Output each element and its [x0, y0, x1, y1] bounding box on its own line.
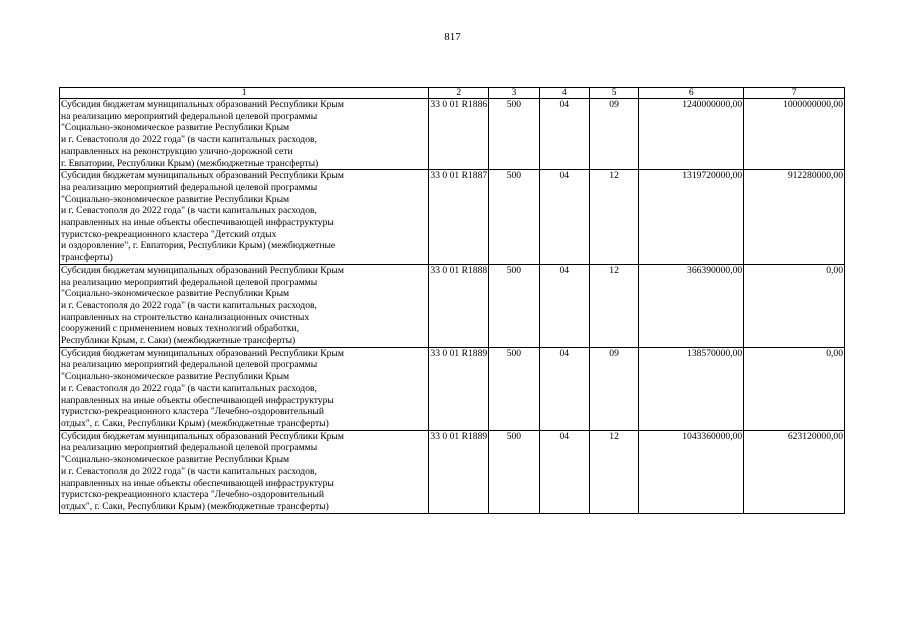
- row-amount-col6: 1319720000,00: [639, 170, 744, 265]
- table-row: [60, 430, 845, 513]
- budget-table: [59, 87, 845, 514]
- table-row: [60, 347, 845, 430]
- row-col4: 04: [539, 347, 589, 430]
- column-header-2: 2: [429, 88, 489, 99]
- row-code: 33 0 01 R1889: [429, 347, 489, 430]
- row-amount-col6: 366390000,00: [639, 264, 744, 347]
- row-amount-col6: 1240000000,00: [639, 99, 744, 170]
- table-row: [60, 264, 845, 347]
- row-col3: 500: [489, 430, 539, 513]
- row-col4: 04: [539, 264, 589, 347]
- row-amount-col7: 912280000,00: [744, 170, 845, 265]
- row-col3: 500: [489, 264, 539, 347]
- row-code: 33 0 01 R1888: [429, 264, 489, 347]
- row-description: Субсидия бюджетам муниципальных образований Республики Крым на реализацию мероприятий федеральной целевой программы "Социально-экономическое развитие Республики Крым и г. Севастополя до 2022 года" (в части капитальных расходов, направленных на строительство канализационных очистных сооружений с применением новых технологий обработки, Республики Крым, г. Саки) (межбюджетные трансферты): [60, 264, 429, 347]
- row-description: Субсидия бюджетам муниципальных образований Республики Крым на реализацию мероприятий федеральной целевой программы "Социально-экономическое развитие Республики Крым и г. Севастополя до 2022 года" (в части капитальных расходов, направленных на иные объекты обеспечивающей инфраструктуры туристско-рекреационного кластера "Детский отдых и оздоровление", г. Евпатория, Республики Крым) (межбюджетные трансферты): [60, 170, 429, 265]
- row-description: Субсидия бюджетам муниципальных образований Республики Крым на реализацию мероприятий федеральной целевой программы "Социально-экономическое развитие Республики Крым и г. Севастополя до 2022 года" (в части капитальных расходов, направленных на реконструкцию улично-дорожной сети г. Евпатории, Республики Крым) (межбюджетные трансферты): [60, 99, 429, 170]
- table-row: [60, 99, 845, 170]
- row-code: 33 0 01 R1886: [429, 99, 489, 170]
- row-col5: 09: [589, 99, 638, 170]
- row-amount-col7: 623120000,00: [744, 430, 845, 513]
- row-col4: 04: [539, 99, 589, 170]
- row-col5: 12: [589, 430, 638, 513]
- column-header-7: 7: [744, 88, 845, 99]
- row-col5: 12: [589, 170, 638, 265]
- header-row: [60, 88, 845, 99]
- row-amount-col6: 1043360000,00: [639, 430, 744, 513]
- row-col5: 12: [589, 264, 638, 347]
- row-description: Субсидия бюджетам муниципальных образований Республики Крым на реализацию мероприятий федеральной целевой программы "Социально-экономическое развитие Республики Крым и г. Севастополя до 2022 года" (в части капитальных расходов, направленных на иные объекты обеспечивающей инфраструктуры туристско-рекреационного кластера "Лечебно-оздоровительный отдых", г. Саки, Республики Крым) (межбюджетные трансферты): [60, 430, 429, 513]
- row-amount-col7: 1000000000,00: [744, 99, 845, 170]
- row-amount-col7: 0,00: [744, 347, 845, 430]
- row-description: Субсидия бюджетам муниципальных образований Республики Крым на реализацию мероприятий федеральной целевой программы "Социально-экономическое развитие Республики Крым и г. Севастополя до 2022 года" (в части капитальных расходов, направленных на иные объекты обеспечивающей инфраструктуры туристско-рекреационного кластера "Лечебно-оздоровительный отдых", г. Саки, Республики Крым) (межбюджетные трансферты): [60, 347, 429, 430]
- column-header-3: 3: [489, 88, 539, 99]
- table-row: [60, 170, 845, 265]
- row-col4: 04: [539, 430, 589, 513]
- column-header-1: 1: [60, 88, 429, 99]
- row-col5: 09: [589, 347, 638, 430]
- column-header-6: 6: [639, 88, 744, 99]
- row-amount-col7: 0,00: [744, 264, 845, 347]
- row-col3: 500: [489, 170, 539, 265]
- column-header-4: 4: [539, 88, 589, 99]
- row-col3: 500: [489, 347, 539, 430]
- row-code: 33 0 01 R1889: [429, 430, 489, 513]
- row-code: 33 0 01 R1887: [429, 170, 489, 265]
- column-header-5: 5: [589, 88, 638, 99]
- page-number: 817: [444, 31, 461, 43]
- row-col3: 500: [489, 99, 539, 170]
- row-col4: 04: [539, 170, 589, 265]
- row-amount-col6: 138570000,00: [639, 347, 744, 430]
